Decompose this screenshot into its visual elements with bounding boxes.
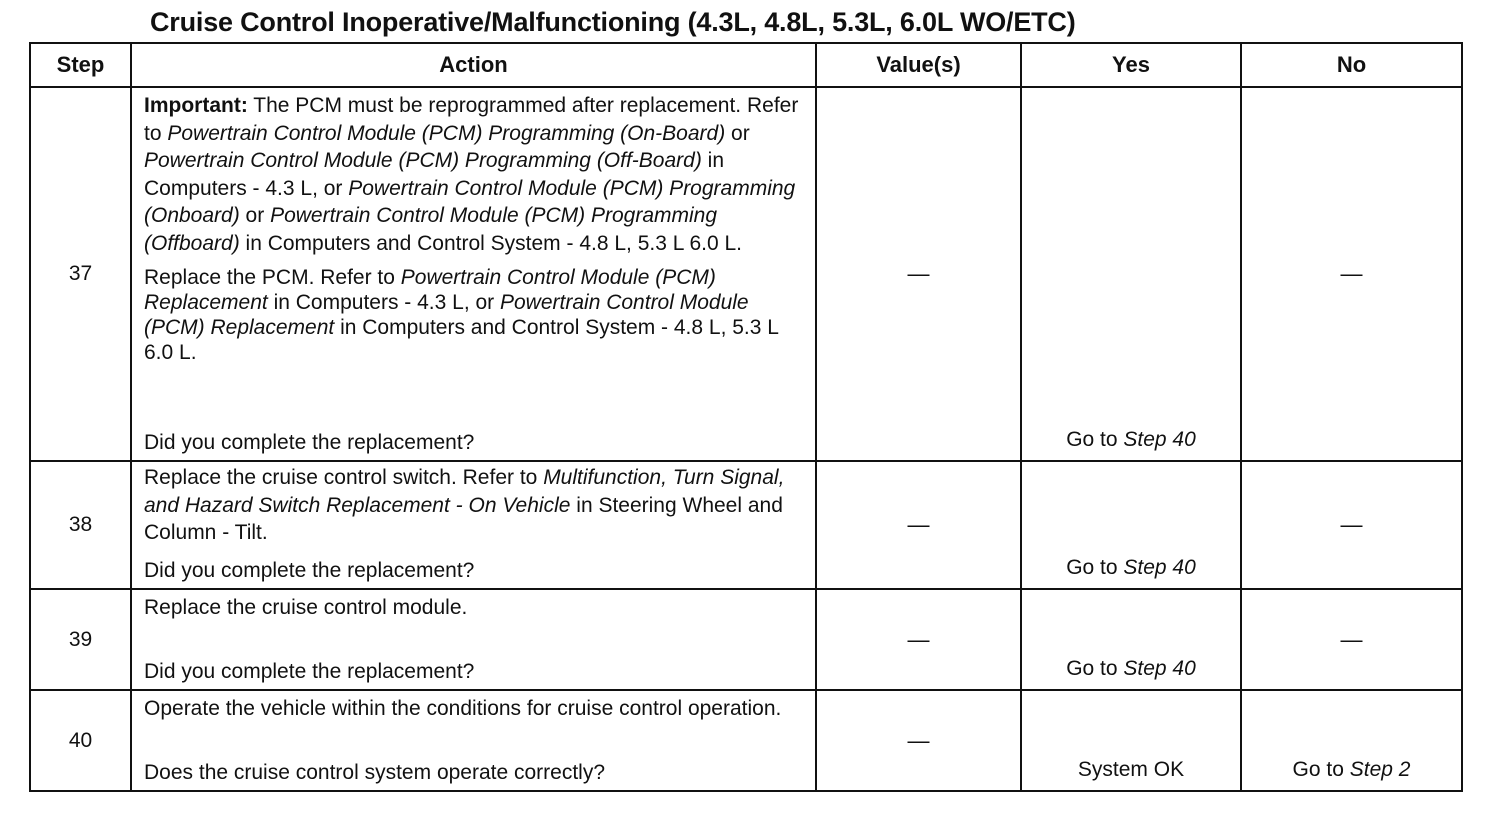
value-cell: — [816, 690, 1021, 791]
question-text: Did you complete the replacement? [144, 659, 475, 683]
table-row [30, 690, 1462, 791]
yes-action: System OK [1077, 758, 1185, 781]
operate-instruction: Operate the vehicle within the conditions for cruise control operation. [144, 697, 782, 720]
step-reference: Step 40 [1123, 428, 1196, 451]
step-number: 40 [30, 690, 131, 791]
yes-action: Go to Step 40 [1066, 428, 1196, 451]
header-yes: Yes [1021, 43, 1241, 87]
header-step: Step [30, 43, 131, 87]
no-action: Go to Step 2 [1292, 758, 1411, 781]
no-cell: — [1241, 589, 1462, 690]
question-text: Does the cruise control system operate correctly? [144, 760, 606, 784]
value-cell: — [816, 589, 1021, 690]
step-number: 38 [30, 461, 131, 589]
value-cell: — [816, 461, 1021, 589]
action-cell [131, 461, 816, 589]
yes-action: Go to Step 40 [1066, 556, 1196, 579]
table-row [30, 589, 1462, 690]
no-cell [1241, 690, 1462, 791]
reference-link: Powertrain Control Module (PCM) Replacement [144, 291, 749, 339]
step-number: 39 [30, 589, 131, 690]
reference-link: Powertrain Control Module (PCM) Programming (On-Board) [167, 121, 726, 145]
reference-link: Powertrain Control Module (PCM) Programming (Onboard) [144, 176, 796, 227]
header-values: Value(s) [816, 43, 1021, 87]
no-cell: — [1241, 87, 1462, 461]
question-text: Did you complete the replacement? [144, 558, 475, 582]
important-note: Important: The PCM must be reprogrammed after replacement. Refer to Powertrain Control Module (PCM) Programming (On-Board) or Powertrain Control Module (PCM) Programming (Off-Board) in Computers - 4.3 L, or Powertrain Control Module (PCM) Programming (Onboard) or Powertrain Control Module (PCM) Programming (Offboard) in Computers and Control System - 4.8 L, 5.3 L 6.0 L. [144, 94, 799, 255]
replace-instruction: Replace the PCM. Refer to Powertrain Control Module (PCM) Replacement in Computers - 4.3 L, or Powertrain Control Module (PCM) Replacement in Computers and Control System - 4.8 L, 5.3 L 6.0 L. [144, 266, 779, 364]
header-action: Action [131, 43, 816, 87]
reference-link: Powertrain Control Module (PCM) Programming (Off-Board) [144, 149, 702, 172]
yes-action: Go to Step 40 [1066, 657, 1196, 680]
important-label: Important: [144, 94, 248, 117]
reference-link: Powertrain Control Module (PCM) Replacement [144, 266, 716, 314]
table-row [30, 461, 1462, 589]
header-no: No [1241, 43, 1462, 87]
page-title: Cruise Control Inoperative/Malfunctioning (4.3L, 4.8L, 5.3L, 6.0L WO/ETC) [150, 7, 1076, 37]
yes-cell [1021, 87, 1241, 461]
reference-link: Multifunction, Turn Signal, and Hazard Switch Replacement - On Vehicle [144, 466, 785, 517]
action-cell [131, 589, 816, 690]
step-reference: Step 2 [1349, 758, 1411, 781]
step-number: 37 [30, 87, 131, 461]
value-cell: — [816, 87, 1021, 461]
header-row [30, 43, 1462, 87]
step-reference: Step 40 [1123, 657, 1196, 680]
replace-instruction: Replace the cruise control switch. Refer to Multifunction, Turn Signal, and Hazard Switch Replacement - On Vehicle in Steering Wheel and Column - Tilt. [144, 466, 785, 544]
replace-instruction: Replace the cruise control module. [144, 596, 468, 619]
action-cell [131, 87, 816, 461]
reference-link: Powertrain Control Module (PCM) Programming (Offboard) [144, 204, 718, 255]
yes-cell [1021, 690, 1241, 791]
action-cell [131, 690, 816, 791]
yes-cell [1021, 461, 1241, 589]
procedure-table [29, 42, 1463, 792]
step-reference: Step 40 [1123, 556, 1196, 579]
yes-cell [1021, 589, 1241, 690]
no-cell: — [1241, 461, 1462, 589]
table-row [30, 87, 1462, 461]
question-text: Did you complete the replacement? [144, 430, 475, 454]
